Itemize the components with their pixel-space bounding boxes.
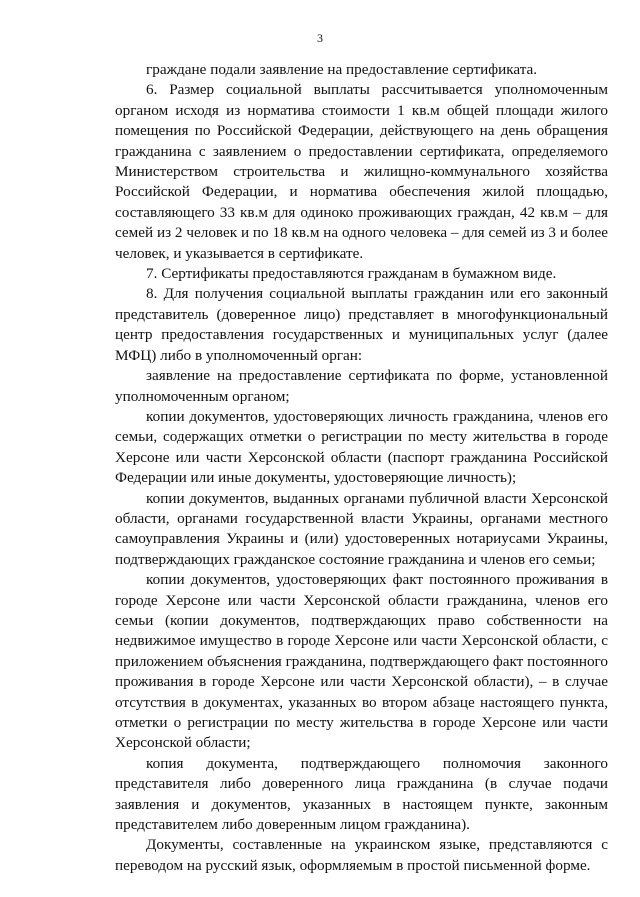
paragraph-item-7: 7. Сертификаты предоставляются гражданам в бумажном виде. [146,265,557,283]
paragraph-item-6: 6. Размер социальной выплаты рассчитывается уполномоченным органом исходя из норматива стоимости 1 кв.м общей площади жилого помещения по Российской Федерации, действующего на день обращения гражданина с заявлением о предоставлении сертификата, определяемого Министерством строительства и жилищно-коммунального хозяйства Российской Федерации, и норматива обеспечения жилой площадью, составляющего 33 кв.м для одиноко проживающих граждан, 42 кв.м – для семей из 2 человек и по 18 кв.м на одного человека – для семей из 3 и более человек, и указывается в сертификате. [115,81,608,262]
document-body [115,60,608,876]
paragraph-application: заявление на предоставление сертификата по форме, установленной уполномоченным органом; [115,367,608,405]
paragraph-continuation: граждане подали заявление на предоставление сертификата. [146,61,538,78]
paragraph-civil-status-documents: копии документов, выданных органами публичной власти Херсонской области, органами государственной власти Украины, органами местного самоуправления Украины и (или) удостоверенных нотариусами Украины, подтверждающих гражданское состояние гражданина и членов его семьи; [115,489,608,568]
paragraph-representative-authority: копия документа, подтверждающего полномочия законного представителя либо доверенного лица гражданина (в случае подачи заявления и документов, указанных в настоящем пункте, законным представителем либо доверенным лицом гражданина). [115,754,608,834]
page-number: 3 [317,31,323,45]
paragraph-identity-documents: копии документов, удостоверяющих личность гражданина, членов его семьи, содержащих отметки о регистрации по месту жительства в городе Херсоне или части Херсонской области (паспорт гражданина Российской Федерации или иные документы, удостоверяющие личность); [115,407,608,487]
paragraph-translation-requirement: Документы, составленные на украинском языке, представляются с переводом на русский язык, оформляемым в простой письменной форме. [115,836,608,874]
paragraph-item-8: 8. Для получения социальной выплаты гражданин или его законный представитель (доверенное лицо) представляет в многофункциональный центр предоставления государственных и муниципальных услуг (далее МФЦ) либо в уполномоченный орган: [115,285,608,364]
paragraph-residence-documents: копии документов, удостоверяющих факт постоянного проживания в городе Херсоне или части Херсонской области гражданина, членов его семьи (копии документов, подтверждающих право собственности на недвижимое имущество в городе Херсоне или части Херсонской области, с приложением объяснения гражданина, подтверждающего факт постоянного проживания в городе Херсоне или части Херсонской области), – в случае отсутствия в документах, указанных во втором абзаце настоящего пункта, отметки о регистрации по месту жительства в городе Херсоне или части Херсонской области; [115,571,608,752]
